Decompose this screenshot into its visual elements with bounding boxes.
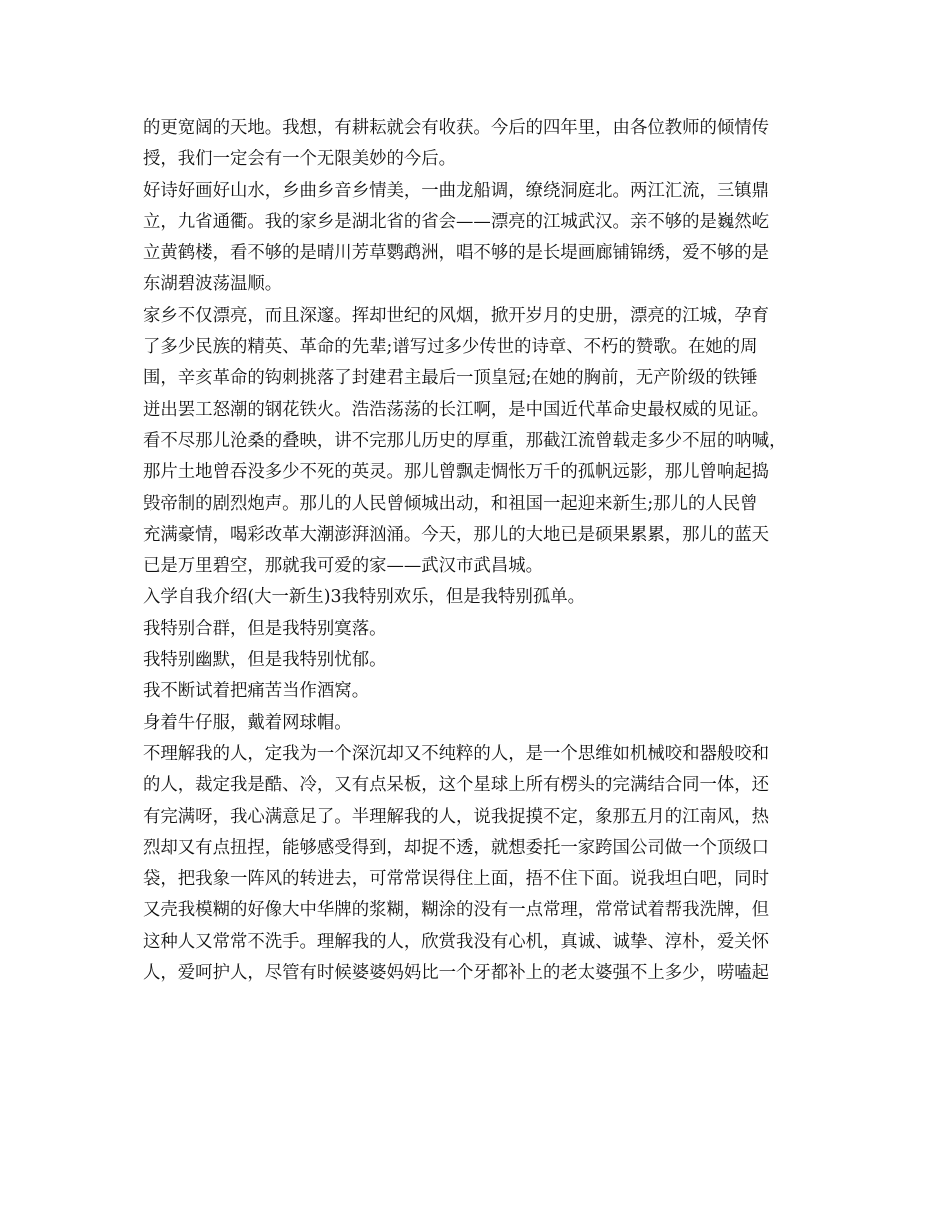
text-line: 烈却又有点扭捏，能够感受得到，却捉不透，就想委托一家跨国公司做一个顶级口 <box>143 837 770 858</box>
text-line: 授，我们一定会有一个无限美妙的今后。 <box>143 149 457 170</box>
document-body <box>143 113 823 989</box>
text-line: 好诗好画好山水，乡曲乡音乡情美，一曲龙船调，缭绕洞庭北。两江汇流，三镇鼎 <box>143 180 770 201</box>
text-line: 那片土地曾吞没多少不死的英灵。那儿曾飘走惆怅万千的孤帆远影，那儿曾响起捣 <box>143 462 770 483</box>
text-line: 的人，裁定我是酷、冷，又有点呆板，这个星球上所有楞头的完满结合同一体，还 <box>143 775 770 796</box>
text-line: 充满豪情，喝彩改革大潮澎湃汹涌。今天，那儿的大地已是硕果累累，那儿的蓝天 <box>143 524 770 545</box>
text-line: 家乡不仅漂亮，而且深邃。挥却世纪的风烟，掀开岁月的史册，漂亮的江城，孕育 <box>143 305 770 326</box>
text-line: 我特别合群，但是我特别寞落。 <box>143 618 387 639</box>
text-line: 看不尽那儿沧桑的叠映，讲不完那儿历史的厚重，那截江流曾载走多少不屈的呐喊， <box>143 430 787 451</box>
text-line: 了多少民族的精英、革命的先辈;谱写过多少传世的诗章、不朽的赞歌。在她的周 <box>143 337 758 358</box>
text-line: 我不断试着把痛苦当作酒窝。 <box>143 681 370 702</box>
text-line: 袋，把我象一阵风的转进去，可常常误得住上面，捂不住下面。说我坦白吧，同时 <box>143 869 770 890</box>
text-line: 已是万里碧空，那就我可爱的家——武汉市武昌城。 <box>143 556 543 577</box>
text-line: 毁帝制的剧烈炮声。那儿的人民曾倾城出动，和祖国一起迎来新生;那儿的人民曾 <box>143 493 758 514</box>
text-line: 入学自我介绍(大一新生)3我特别欢乐，但是我特别孤单。 <box>143 587 586 608</box>
text-line: 我特别幽默，但是我特别忧郁。 <box>143 650 387 671</box>
text-line: 有完满呀，我心满意足了。半理解我的人，说我捉摸不定，象那五月的江南风，热 <box>143 806 770 827</box>
text-line: 东湖碧波荡温顺。 <box>143 274 283 295</box>
text-line: 人，爱呵护人，尽管有时候婆婆妈妈比一个牙都补上的老太婆强不上多少，唠嗑起 <box>143 963 770 984</box>
text-line: 立，九省通衢。我的家乡是湖北省的省会——漂亮的江城武汉。亲不够的是巍然屹 <box>143 211 770 232</box>
text-line: 围，辛亥革命的钩刺挑落了封建君主最后一顶皇冠;在她的胸前，无产阶级的铁锤 <box>143 368 758 389</box>
text-line: 立黄鹤楼，看不够的是晴川芳草鹦鹉洲，唱不够的是长堤画廊铺锦绣，爱不够的是 <box>143 243 770 264</box>
text-line: 这种人又常常不洗手。理解我的人，欣赏我没有心机，真诚、诚挚、淳朴，爱关怀 <box>143 931 770 952</box>
text-line: 迸出罢工怒潮的钢花铁火。浩浩荡荡的长江啊，是中国近代革命史最权威的见证。 <box>143 399 770 420</box>
text-line: 又壳我模糊的好像大中华牌的浆糊，糊涂的没有一点常理，常常试着帮我洗牌，但 <box>143 900 770 921</box>
text-line: 不理解我的人，定我为一个深沉却又不纯粹的人，是一个思维如机械咬和器般咬和 <box>143 743 770 764</box>
text-line: 身着牛仔服，戴着网球帽。 <box>143 712 352 733</box>
text-line: 的更宽阔的天地。我想，有耕耘就会有收获。今后的四年里，由各位教师的倾情传 <box>143 118 770 138</box>
